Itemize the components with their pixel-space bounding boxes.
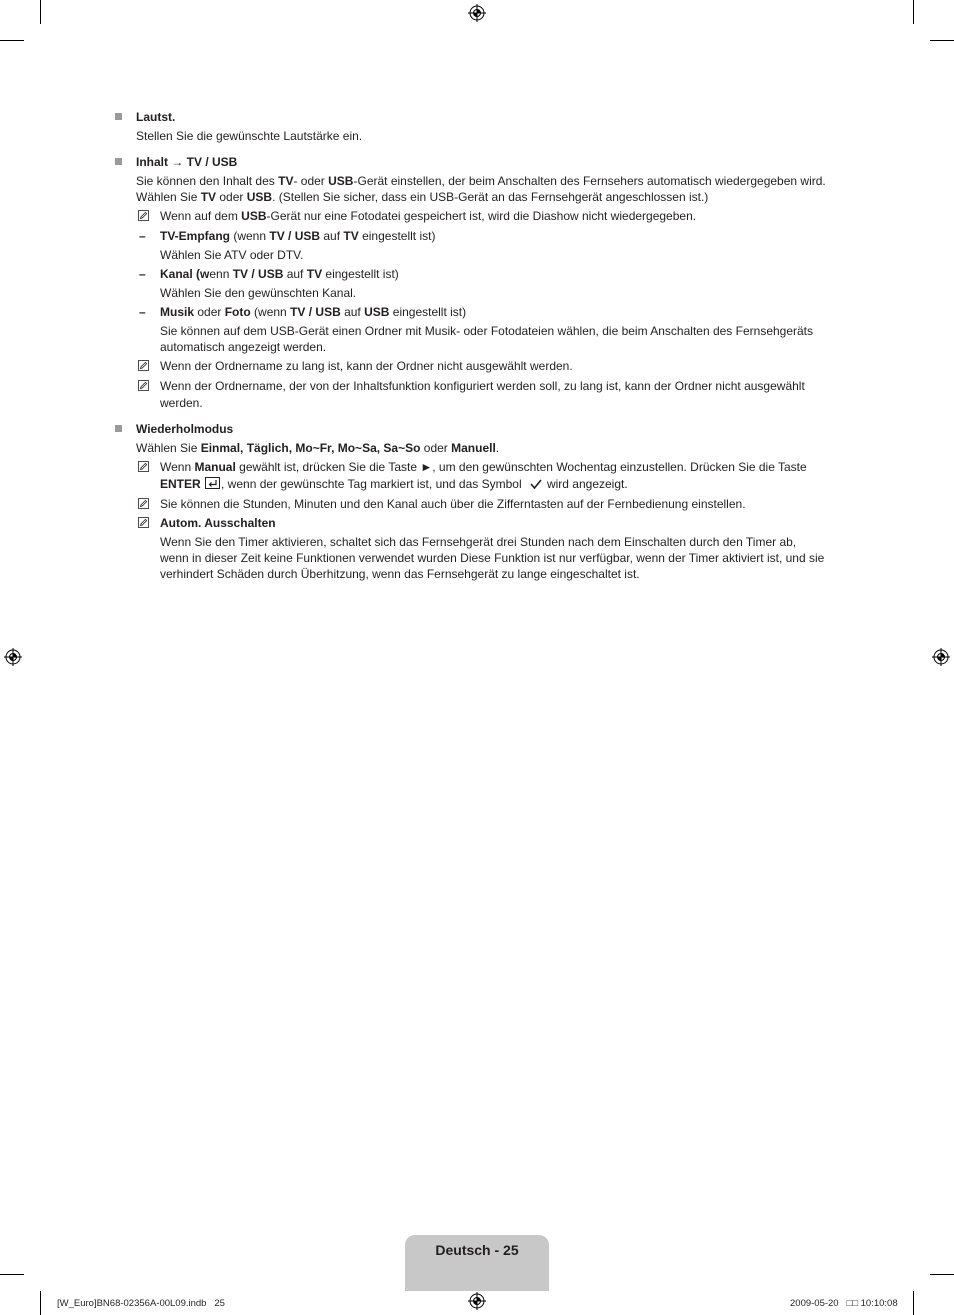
note-auto-off-title: Autom. Ausschalten: [160, 516, 276, 530]
registration-mark-icon: [932, 648, 950, 666]
section-desc-lautst: Stellen Sie die gewünschte Lautstärke ein.: [136, 129, 363, 143]
text-run: oder: [216, 190, 247, 204]
note-pencil-icon: [138, 210, 149, 221]
text-run: TV / USB: [232, 267, 284, 281]
note-pencil-icon: [138, 380, 149, 391]
text-run: oder: [420, 441, 452, 455]
subitem-tv-empfang: [160, 228, 435, 244]
text-run: Kanal (w: [160, 267, 210, 281]
text-run: TV: [343, 229, 359, 243]
text-run: enn: [209, 267, 233, 281]
note-pencil-icon: [138, 461, 149, 472]
subitem-kanal-desc: Wählen Sie den gewünschten Kanal.: [160, 286, 357, 300]
section-desc-inhalt-line2: [136, 189, 708, 205]
dash-bullet: –: [139, 305, 146, 319]
square-bullet-icon: [115, 425, 122, 432]
crop-mark: [930, 1274, 954, 1275]
text-run: eingestellt ist): [322, 267, 399, 281]
text-run: TV: [306, 267, 323, 281]
text-run: Manuell: [451, 441, 496, 455]
page-number: Deutsch - 25: [435, 1242, 519, 1258]
text-run: TV: [278, 174, 294, 188]
text-run: , wenn der gewünschte Tag markiert ist, und das Symbol: [221, 477, 522, 491]
crop-mark: [0, 1274, 24, 1275]
note-auto-off-line3: verhindert Schäden durch Überhitzung, wenn das Fernsehgerät zu lange eingeschaltet ist.: [160, 567, 640, 581]
text-run: ENTER: [160, 477, 201, 491]
note-pencil-icon: [138, 498, 149, 509]
text-run: USB: [328, 174, 354, 188]
subitem-kanal: [160, 266, 399, 282]
text-run: eingestellt ist): [389, 305, 467, 319]
text-run: eingestellt ist): [358, 229, 436, 243]
text-run: TV / USB: [269, 229, 321, 243]
text-run: - oder: [293, 174, 329, 188]
text-run: auf: [320, 229, 344, 243]
text-run: Wenn auf dem: [160, 209, 242, 223]
registration-mark-icon: [468, 4, 486, 22]
note-usb-single-photo: [160, 208, 696, 224]
note-pencil-icon: [138, 360, 149, 371]
dash-bullet: –: [139, 267, 146, 281]
text-run: TV: [200, 190, 217, 204]
registration-mark-icon: [4, 648, 22, 666]
section-title-wiederholmodus: Wiederholmodus: [136, 422, 234, 436]
note-manual-line1: [160, 459, 807, 475]
section-title-inhalt: Inhalt → TV / USB: [136, 155, 238, 169]
note-auto-off-line1: Wenn Sie den Timer aktivieren, schaltet sich das Fernsehgerät drei Stunden nach dem Einschalten durch den Timer ab,: [160, 535, 797, 549]
subitem-musik-desc-line2: automatisch angezeigt werden.: [160, 340, 327, 354]
text-run: (wenn: [250, 305, 291, 319]
registration-mark-icon: [468, 1292, 486, 1310]
dash-bullet: –: [139, 229, 146, 243]
text-run: Foto: [224, 305, 251, 319]
subitem-tv-empfang-desc: Wählen Sie ATV oder DTV.: [160, 248, 304, 262]
text-run: Wählen Sie: [136, 190, 201, 204]
text-run: auf: [283, 267, 307, 281]
note-pencil-icon: [138, 517, 149, 528]
text-run: USB: [364, 305, 390, 319]
crop-mark: [913, 0, 914, 24]
crop-mark: [0, 40, 24, 41]
note-auto-off-line2: wenn in dieser Zeit keine Funktionen verwendet wurden Diese Funktion ist nur verfügbar, wenn der Timer aktiviert ist, und sie: [160, 551, 825, 565]
text-run: -Gerät nur eine Fotodatei gespeichert ist, wird die Diashow nicht wiedergegeben.: [266, 209, 697, 223]
text-run: USB: [241, 209, 267, 223]
square-bullet-icon: [115, 158, 122, 165]
crop-mark: [913, 1291, 914, 1315]
text-run: wird angezeigt.: [546, 477, 628, 491]
note-folder-config-line1: Wenn der Ordnername, der von der Inhaltsfunktion konfiguriert werden soll, zu lang ist, kann der Ordner nicht ausgewählt: [160, 379, 805, 393]
text-run: -Gerät einstellen, der beim Anschalten des Fernsehers automatisch wiedergegeben wird.: [353, 174, 826, 188]
text-run: . (Stellen Sie sicher, dass ein USB-Gerät an das Fernsehgerät angeschlossen ist.): [272, 190, 709, 204]
note-folder-config-line2: werden.: [160, 396, 203, 410]
crop-mark: [40, 1291, 41, 1315]
print-slug-right: 2009-05-20 □□ 10:10:08: [790, 1298, 898, 1309]
note-manual-line2: [160, 476, 628, 492]
crop-mark: [40, 0, 41, 24]
text-run: Einmal, Täglich, Mo~Fr, Mo~Sa, Sa~So: [200, 441, 421, 455]
note-number-keys: Sie können die Stunden, Minuten und den Kanal auch über die Zifferntasten auf der Fernbedienung einstellen.: [160, 497, 746, 511]
subitem-musik-desc-line1: Sie können auf dem USB-Gerät einen Ordner mit Musik- oder Fotodateien wählen, die beim Anschalten des Fernsehgeräts: [160, 324, 814, 338]
checkmark-icon: [528, 478, 544, 490]
text-run: Musik: [160, 305, 195, 319]
text-run: TV-Empfang: [160, 229, 231, 243]
text-run: Manual: [194, 460, 236, 474]
text-run: TV / USB: [290, 305, 341, 319]
note-folder-name-too-long: Wenn der Ordnername zu lang ist, kann der Ordner nicht ausgewählt werden.: [160, 359, 573, 373]
text-run: .: [495, 441, 500, 455]
enter-key-icon: [205, 477, 221, 489]
text-run: oder: [194, 305, 225, 319]
subitem-musik-foto: [160, 304, 466, 320]
crop-mark: [930, 40, 954, 41]
text-run: Wenn: [160, 460, 195, 474]
section-title-lautst: Lautst.: [136, 110, 176, 124]
print-slug-left: [W_Euro]BN68-02356A-00L09.indb 25: [57, 1298, 225, 1309]
text-run: Sie können den Inhalt des: [136, 174, 279, 188]
square-bullet-icon: [115, 113, 122, 120]
section-desc-inhalt-line1: [136, 173, 826, 189]
text-run: gewählt ist, drücken Sie die Taste ►, um den gewünschten Wochentag einzustellen. Drücken Sie die Taste: [235, 460, 807, 474]
text-run: Wählen Sie: [136, 441, 201, 455]
text-run: auf: [340, 305, 365, 319]
text-run: (wenn: [230, 229, 270, 243]
text-run: USB: [246, 190, 273, 204]
section-desc-wiederholmodus: [136, 440, 499, 456]
